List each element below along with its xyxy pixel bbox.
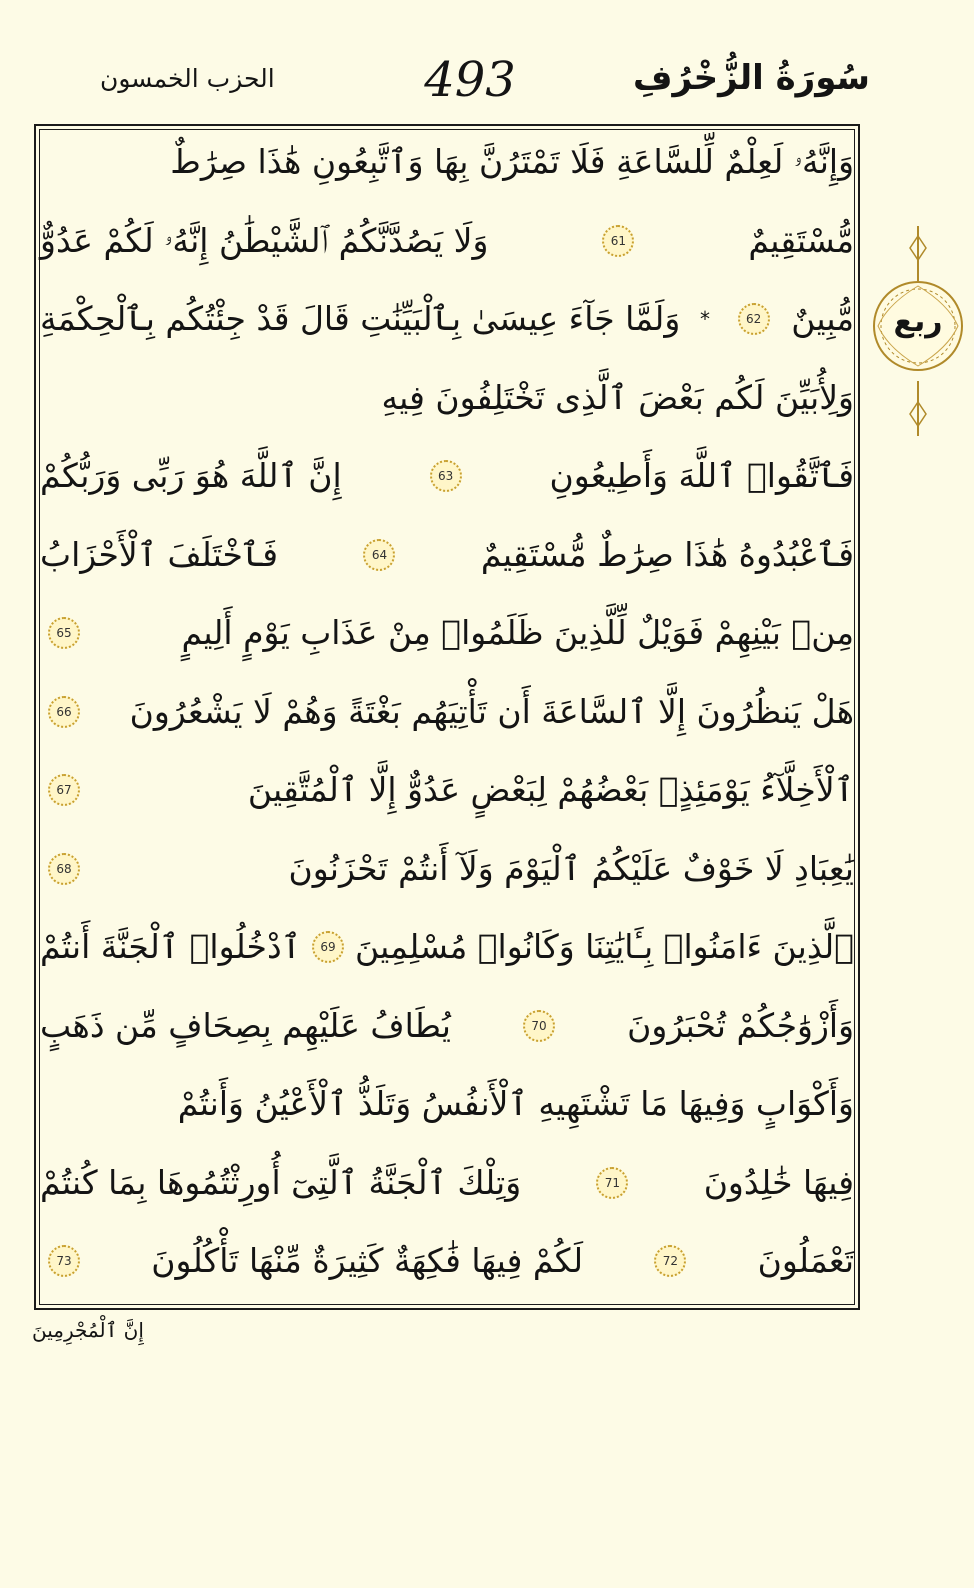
verse-text: يَٰعِبَادِ لَا خَوْفٌ عَلَيْكُمُ ٱلْيَوْمَ وَلَآ أَنتُمْ تَحْزَنُونَ bbox=[288, 848, 854, 888]
verse-text: وَلَمَّا جَآءَ عِيسَىٰ بِٱلْبَيِّنَٰتِ قَالَ قَدْ جِئْتُكُم بِٱلْحِكْمَةِ bbox=[40, 299, 681, 338]
verse-text: إِنَّ ٱللَّهَ هُوَ رَبِّى وَرَبُّكُمْ bbox=[40, 456, 342, 495]
catchword: إِنَّ ٱلْمُجْرِمِينَ bbox=[32, 1318, 144, 1342]
verse-text: هَلْ يَنظُرُونَ إِلَّا ٱلسَّاعَةَ أَن تَأْتِيَهُم بَغْتَةً وَهُمْ لَا يَشْعُرُونَ bbox=[129, 691, 854, 731]
verse-text: ٱلَّذِينَ ءَامَنُوا۟ بِـَٔايَٰتِنَا وَكَانُوا۟ مُسْلِمِينَ bbox=[355, 927, 854, 966]
ayah-number-marker: 61 bbox=[602, 225, 634, 257]
verse-text: مِنۢ بَيْنِهِمْ فَوَيْلٌ لِّلَّذِينَ ظَلَمُوا۟ مِنْ عَذَابِ يَوْمٍ أَلِيمٍ bbox=[181, 613, 854, 652]
verse-text: مُّسْتَقِيمٌ bbox=[748, 220, 854, 260]
section-star-icon: * bbox=[699, 307, 710, 331]
ayah-number-marker: 67 bbox=[48, 774, 80, 806]
verse-text: فِيهَا خَٰلِدُونَ bbox=[703, 1162, 854, 1202]
ayah-number-marker: 64 bbox=[363, 539, 395, 571]
verse-line bbox=[40, 837, 854, 901]
verse-text: وَلَا يَصُدَّنَّكُمُ ٱلشَّيْطَٰنُ إِنَّهُۥ لَكُمْ عَدُوٌّ bbox=[40, 220, 489, 260]
verse-line bbox=[40, 994, 854, 1058]
verse-line bbox=[40, 130, 854, 194]
verse-line bbox=[40, 366, 854, 430]
ayah-number-marker: 63 bbox=[430, 460, 462, 492]
surah-title: سُورَةُ الزُّخْرُفِ bbox=[633, 58, 870, 98]
verse-text: فَٱخْتَلَفَ ٱلْأَحْزَابُ bbox=[40, 534, 279, 574]
ayah-number-marker: 68 bbox=[48, 853, 80, 885]
page-number: 493 bbox=[424, 52, 516, 108]
verse-line bbox=[40, 523, 854, 587]
verse-line bbox=[40, 1229, 854, 1293]
verse-text: وَتِلْكَ ٱلْجَنَّةُ ٱلَّتِىٓ أُورِثْتُمُوهَا بِمَا كُنتُمْ bbox=[40, 1162, 522, 1202]
ayah-number-marker: 69 bbox=[312, 931, 344, 963]
verse-text: يُطَافُ عَلَيْهِم بِصِحَافٍ مِّن ذَهَبٍ bbox=[40, 1005, 451, 1045]
verse-line bbox=[40, 680, 854, 744]
verse-line bbox=[40, 758, 854, 822]
hizb-label: الحزب الخمسون bbox=[100, 64, 275, 93]
verse-line bbox=[40, 287, 854, 351]
verse-line bbox=[40, 915, 854, 979]
verse-text: ٱلْأَخِلَّآءُ يَوْمَئِذٍۭ بَعْضُهُمْ لِبَعْضٍ عَدُوٌّ إِلَّا ٱلْمُتَّقِينَ bbox=[247, 770, 854, 809]
ayah-number-marker: 66 bbox=[48, 696, 80, 728]
verse-text: لَكُمْ فِيهَا فَٰكِهَةٌ كَثِيرَةٌ مِّنْهَا تَأْكُلُونَ bbox=[151, 1241, 584, 1280]
verse-lines bbox=[40, 128, 854, 1588]
verse-line bbox=[40, 444, 854, 508]
ayah-number-marker: 65 bbox=[48, 617, 80, 649]
verse-text: ٱدْخُلُوا۟ ٱلْجَنَّةَ أَنتُمْ bbox=[40, 927, 301, 966]
verse-text: فَٱتَّقُوا۟ ٱللَّهَ وَأَطِيعُونِ bbox=[549, 456, 854, 495]
ayah-number-marker: 70 bbox=[523, 1010, 555, 1042]
ayah-number-marker: 72 bbox=[654, 1245, 686, 1277]
ayah-number-marker: 71 bbox=[596, 1167, 628, 1199]
verse-text: وَأَكْوَابٍ وَفِيهَا مَا تَشْتَهِيهِ ٱلْأَنفُسُ وَتَلَذُّ ٱلْأَعْيُنُ وَأَنتُمْ bbox=[177, 1084, 854, 1123]
verse-text: وَأَزْوَٰجُكُمْ تُحْبَرُونَ bbox=[627, 1005, 854, 1045]
verse-text: وَلِأُبَيِّنَ لَكُم بَعْضَ ٱلَّذِى تَخْتَلِفُونَ فِيهِ bbox=[381, 377, 854, 417]
verse-text: فَٱعْبُدُوهُ هَٰذَا صِرَٰطٌ مُّسْتَقِيمٌ bbox=[480, 534, 854, 574]
verse-text: تَعْمَلُونَ bbox=[757, 1241, 854, 1280]
verse-line bbox=[40, 601, 854, 665]
verse-line bbox=[40, 1072, 854, 1136]
ayah-number-marker: 73 bbox=[48, 1245, 80, 1277]
rub-marker-label: ربع bbox=[893, 304, 943, 339]
verse-text: مُّبِينٌ bbox=[791, 299, 854, 338]
verse-line bbox=[40, 209, 854, 273]
verse-text: وَإِنَّهُۥ لَعِلْمٌ لِّلسَّاعَةِ فَلَا تَمْتَرُنَّ بِهَا وَٱتَّبِعُونِ هَٰذَا صِرَٰطٌ bbox=[170, 142, 854, 181]
ayah-number-marker: 62 bbox=[738, 303, 770, 335]
verse-line bbox=[40, 1151, 854, 1215]
page-header bbox=[40, 50, 870, 122]
